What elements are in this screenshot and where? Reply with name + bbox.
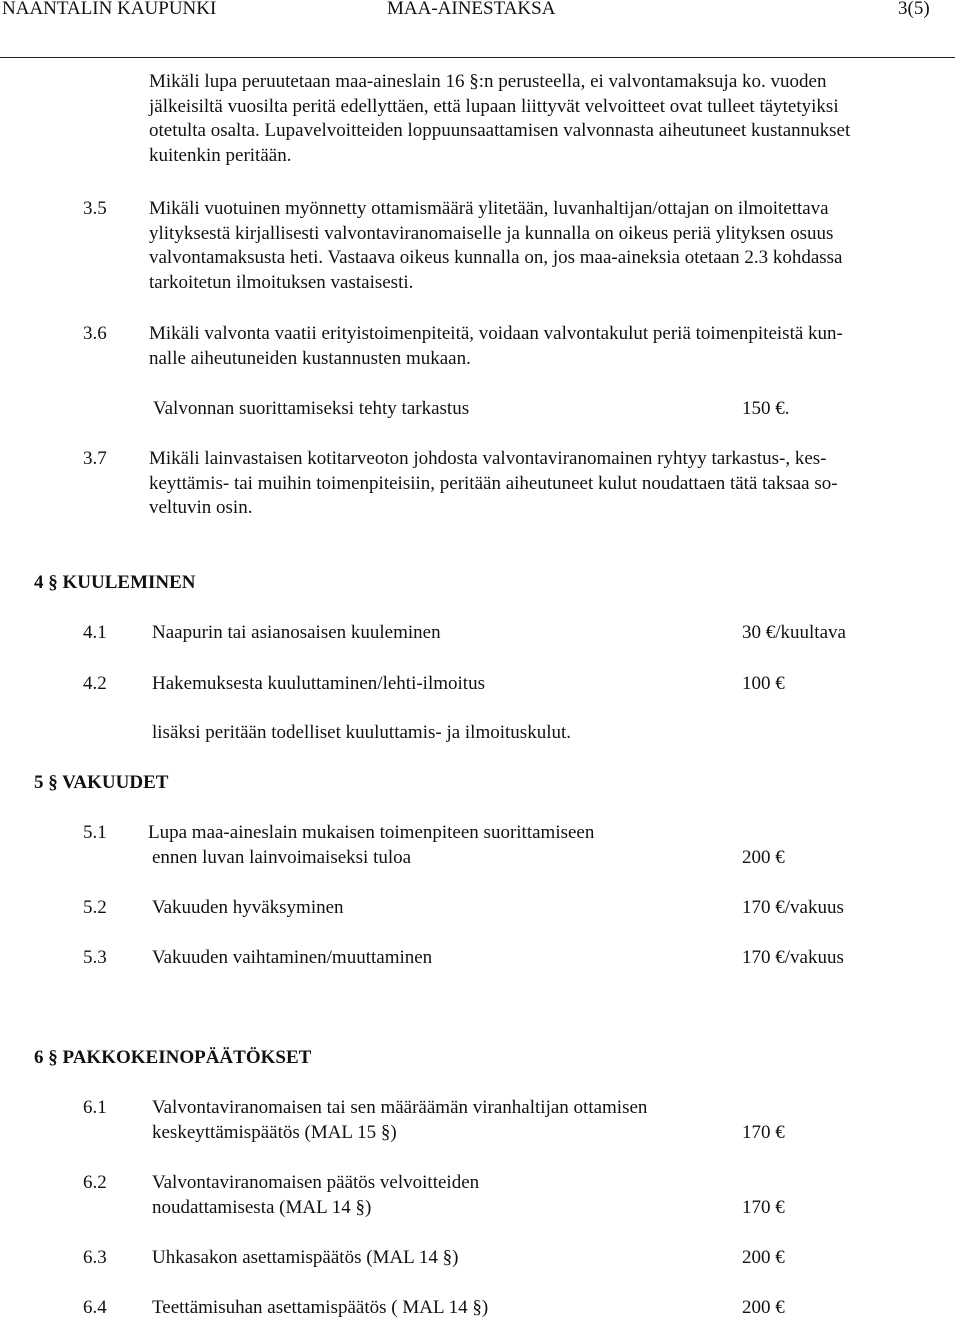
item-note: lisäksi peritään todelliset kuuluttamis- ja ilmoituskulut. (152, 722, 572, 743)
section-3-6-paragraph (149, 322, 939, 371)
header-org: NAANTALIN KAUPUNKI (2, 0, 217, 19)
paragraph-line: ylityksestä kirjallisesti valvontaviranomaiselle ja kunnalla on oikeus periä ylityksen osuus (149, 222, 834, 244)
intro-line: jälkeisiltä vuosilta peritä edellyttäen, että lupaan liittyvät velvoitteet ovat tulleet täytetyiksi (149, 95, 839, 117)
item-label: Valvontaviranomaisen tai sen määräämän viranhaltijan ottamisen (152, 1097, 648, 1118)
item-number: 4.2 (83, 673, 107, 694)
intro-paragraph (149, 70, 939, 168)
section-number: 3.6 (83, 323, 107, 344)
section-number: 3.7 (83, 448, 107, 469)
paragraph-line: Mikäli lainvastaisen kotitarveoton johdosta valvontaviranomainen ryhtyy tarkastus-, kes- (149, 448, 827, 469)
paragraph-line: tarkoitetun ilmoituksen vastaisesti. (149, 271, 414, 293)
item-label: Vakuuden vaihtaminen/muuttaminen (152, 947, 433, 968)
item-label: Lupa maa-aineslain mukaisen toimenpiteen suorittamiseen (148, 822, 595, 843)
item-number: 4.1 (83, 622, 107, 643)
item-label: Hakemuksesta kuuluttaminen/lehti-ilmoitus (152, 673, 485, 694)
paragraph-line: keyttämis- tai muihin toimenpiteisiin, peritään aiheutuneet kulut noudattaen tätä taksaa so- (149, 472, 838, 494)
item-value: 170 €/vakuus (742, 947, 844, 968)
paragraph-line: valvontamaksusta heti. Vastaava oikeus kunnalla on, jos maa-aineksia otetaan 2.3 kohdassa (149, 247, 843, 268)
header-doc-title: MAA-AINESTAKSA (387, 0, 556, 19)
item-number: 6.1 (83, 1097, 107, 1118)
header-rule (0, 57, 955, 58)
item-label-continued: keskeyttämispäätös (MAL 15 §) (152, 1122, 397, 1143)
item-value: 200 € (742, 1297, 785, 1318)
paragraph-line: nalle aiheutuneiden kustannusten mukaan. (149, 347, 471, 369)
section-number: 3.5 (83, 198, 107, 219)
section-6-heading: 6 § PAKKOKEINOPÄÄTÖKSET (34, 1047, 312, 1068)
item-value: 30 €/kuultava (742, 622, 846, 643)
fee-label: Valvonnan suorittamiseksi tehty tarkastus (153, 398, 470, 419)
item-number: 5.2 (83, 897, 107, 918)
item-value: 200 € (742, 1247, 785, 1268)
item-label: Vakuuden hyväksyminen (152, 897, 344, 918)
item-label-continued: noudattamisesta (MAL 14 §) (152, 1197, 372, 1218)
item-value: 170 € (742, 1122, 785, 1143)
item-value: 200 € (742, 847, 785, 868)
item-value: 170 € (742, 1197, 785, 1218)
paragraph-line: Mikäli valvonta vaatii erityistoimenpiteitä, voidaan valvontakulut periä toimenpiteistä kun- (149, 323, 843, 344)
paragraph-line: veltuvin osin. (149, 497, 253, 518)
item-label-continued: ennen luvan lainvoimaiseksi tuloa (152, 847, 412, 868)
paragraph-line: Mikäli vuotuinen myönnetty ottamismäärä ylitetään, luvanhaltijan/ottajan on ilmoitettava (149, 198, 829, 219)
section-5-heading: 5 § VAKUUDET (34, 772, 169, 793)
item-number: 6.2 (83, 1172, 107, 1193)
item-number: 5.1 (83, 822, 107, 843)
item-label: Uhkasakon asettamispäätös (MAL 14 §) (152, 1247, 459, 1268)
intro-line: Mikäli lupa peruutetaan maa-aineslain 16 §:n perusteella, ei valvontamaksuja ko. vuoden (149, 71, 827, 92)
header-page-number: 3(5) (898, 0, 930, 19)
item-number: 6.3 (83, 1247, 107, 1268)
item-value: 100 € (742, 673, 785, 694)
fee-value: 150 €. (742, 398, 790, 419)
item-number: 5.3 (83, 947, 107, 968)
intro-line: kuitenkin peritään. (149, 144, 292, 166)
item-number: 6.4 (83, 1297, 107, 1318)
item-value: 170 €/vakuus (742, 897, 844, 918)
item-label: Teettämisuhan asettamispäätös ( MAL 14 §) (152, 1297, 489, 1318)
item-label: Naapurin tai asianosaisen kuuleminen (152, 622, 441, 643)
section-3-7-paragraph (149, 447, 939, 521)
section-3-5-paragraph (149, 197, 939, 295)
item-label: Valvontaviranomaisen päätös velvoitteiden (152, 1172, 480, 1193)
intro-line: otetulta osalta. Lupavelvoitteiden loppuunsaattamisen valvonnasta aiheutuneet kustannukset (149, 120, 851, 141)
section-4-heading: 4 § KUULEMINEN (34, 572, 196, 593)
